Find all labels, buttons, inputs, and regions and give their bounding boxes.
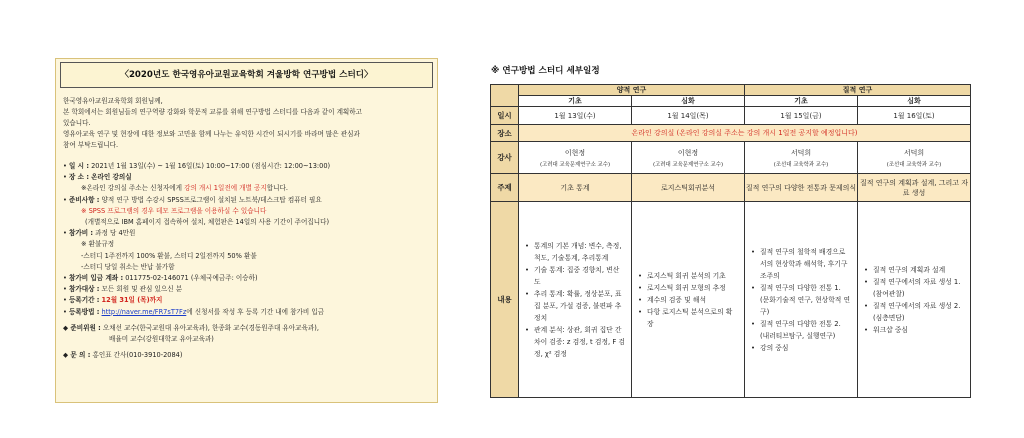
intro-line: 있습니다. [63,119,91,127]
lecturer-cell [858,142,971,174]
content-item: • 강의 중심 [751,342,851,354]
registration-link[interactable]: http://naver.me/FR7sT7Fz [101,307,187,316]
prep-value: 양적 연구 방법 수강시 SPSS프로그램이 설치된 노트북/데스크탑 컴퓨터 필요 [101,195,322,204]
topic-row [491,174,971,202]
fee-value: 과정 당 4만원 [95,229,136,238]
topic-cell: 로지스틱회귀분석 [632,174,745,202]
topic-cell: 질적 연구의 계획과 설계, 그리고 자료 생성 [858,174,971,202]
refund-line: -스터디 1주전까지 100% 환불, 스터디 2일전까지 50% 환불 [81,251,257,260]
place-note-tail: 합니다. [266,184,288,193]
content-item: • 워크샵 중심 [864,324,964,336]
lecturer-name: 서덕희 [903,148,925,157]
date-cell: 1월 14일(목) [632,107,745,125]
level-basic: 기초 [519,96,632,107]
content-list [519,240,631,360]
date-cell: 1월 16일(토) [858,107,971,125]
content-item: • 관계 분석: 상관, 회귀 집단 간 차이 검증: z 검정, t 검정, F 검정, χ² 검정 [525,324,625,360]
content-item: • 다항 로지스틱 분석으로의 확장 [638,306,738,330]
contact-row [63,350,433,361]
account-label: 참가비 입금 계좌 : [69,274,124,283]
venue-cell: 온라인 강의실 (온라인 강의실 주소는 강의 개시 1일전 공지할 예정입니다) [519,125,971,142]
content-item: • 질적 연구의 계획과 설계 [864,264,964,276]
regperiod-value: 12월 31일 (목)까지 [101,296,163,305]
lecturer-name: 이현정 [564,148,586,157]
account-value: 011775-02-146071 (우체국예금주: 이승하) [125,274,258,283]
refund-title: ※ 환불규정 [81,240,115,249]
level-advanced: 심화 [858,96,971,107]
date-cell: 1월 13일(수) [519,107,632,125]
content-item: • 질적 연구에서의 자료 생성 1. (참여관찰) [864,276,964,300]
target-label: 참가대상 : [69,285,100,294]
refund-line: -스터디 당일 취소는 반납 불가함 [81,262,175,271]
place-note-highlight: 강의 개시 1일전에 개별 공지 [184,184,267,193]
account-row: • 참가비 입금 계좌 : 011775-02-146071 (우체국예금주: 이승하) [63,274,258,283]
content-list [745,246,857,354]
lecturer-name: 이현정 [677,148,699,157]
content-item: • 추리 통계: 확률, 정상분포, 표집 분포, 가설 검증, 불편파 추정치 [525,288,625,324]
content-cell [858,202,971,398]
quant-header: 양적 연구 [519,85,745,96]
level-basic: 기초 [745,96,858,107]
venue-row-header: 장소 [491,125,519,142]
committee-row [63,323,433,334]
notice-title: 〈2020년도 한국영유아교원교육학회 겨울방학 연구방법 스터디〉 [60,62,433,88]
content-cell [632,202,745,398]
corner-cell [491,85,519,107]
level-header-row [491,96,971,107]
topic-cell: 기초 통계 [519,174,632,202]
committee-line: 오채선 교수(한국교원대 유아교육과), 한종화 교수(경동원주대 유아교육과), [102,323,319,332]
content-item: • 계수의 검증 및 해석 [638,294,738,306]
topic-cell: 질적 연구의 다양한 전통과 문제의식 [745,174,858,202]
prep-label: 준비사항 : [69,195,100,204]
prep-note2: (개별적으로 IBM 홈페이지 접속하여 설치, 체험판은 14일의 사용 기간이 주어집니다) [85,218,330,227]
period-label: 일 시 : [69,162,89,170]
lecturer-cell [519,142,632,174]
notice-intro [60,96,433,151]
topic-row-header: 주제 [491,174,519,202]
place-note [63,183,433,194]
schedule-table [490,84,971,398]
content-item: • 로지스틱 회귀 분석의 기초 [638,270,738,282]
category-header-row [491,85,971,96]
content-cell [745,202,858,398]
period-value: 2021년 1월 13일(수) ~ 1월 16일(토) 10:00~17:00 (점심시간: 12:00~13:00) [91,162,331,170]
date-row [491,107,971,125]
intro-line: 참여 부탁드립니다. [63,141,119,149]
place-note-text: ※온라인 강의실 주소는 신청자에게 [81,184,185,193]
date-row-header: 일시 [491,107,519,125]
notice-details [60,161,433,361]
notice-panel [55,58,438,403]
lecturer-cell [745,142,858,174]
intro-line: 본 학회에서는 회원님들의 연구역량 강화와 학문적 교류를 위해 연구방법 스터디를 다음과 같이 계획하고 [63,108,363,116]
lecturer-cell [632,142,745,174]
regmethod-value: 에 신청서를 작성 후 등록 기간 내에 참가비 입금 [186,307,325,316]
content-item: • 로지스틱 회귀 모형의 추정 [638,282,738,294]
content-row-header: 내용 [491,202,519,398]
content-item: • 질적 연구에서의 자료 생성 2. (심층면담) [864,300,964,324]
content-list [632,270,744,330]
contact-label: ◆ 문 의 : [63,351,91,360]
lecturer-affiliation: (조선대 교육학과 교수) [773,161,829,168]
schedule-title: ※ 연구방법 스터디 세부일정 [491,66,600,76]
date-cell: 1월 15일(금) [745,107,858,125]
regperiod-label: 등록기간 : [69,296,100,305]
lecturer-name: 서덕희 [790,148,812,157]
content-cell [519,202,632,398]
place-label: 장 소 : [69,173,89,182]
lecturer-affiliation: (조선대 교육학과 교수) [886,161,942,168]
regmethod-row: • 등록방법 : http://naver.me/FR7sT7Fz에 신청서를 작성 후 등록 기간 내에 참가비 입금 [63,307,325,316]
qual-header: 질적 연구 [745,85,971,96]
content-item: • 질적 연구의 철학적 배경으로서의 현상학과 해석학, 후기구조주의 [751,246,851,282]
committee-label: ◆ 준비위원 : [63,323,101,332]
committee-line: 배율미 교수(강원대학교 유아교육과) [109,335,214,344]
content-item: • 통계의 기본 개념: 변수, 측정, 척도, 기술통계, 추리통계 [525,240,625,264]
prep-row: • 준비사항 : 양적 연구 방법 수강시 SPSS프로그램이 설치된 노트북/데스크탑 컴퓨터 필요 [63,195,322,204]
target-row: • 참가대상 : 모든 회원 및 관심 있으신 분 [63,285,183,294]
contact-value: 홍인표 간사(010-3910-2084) [92,351,183,360]
content-item: • 기술 통계: 집중 경향치, 변산도 [525,264,625,288]
lecturer-row-header: 강사 [491,142,519,174]
regperiod-row: • 등록기간 : 12월 31일 (목)까지 [63,296,163,305]
prep-note-red: ※ SPSS 프로그램의 경우 데모 프로그램을 이용하실 수 있습니다 [81,206,267,215]
place-row: • 장 소 : 온라인 강의실 [63,173,132,182]
lecturer-affiliation: (고려대 교육문제연구소 교수) [652,161,724,168]
intro-line: 한국영유아교원교육학회 회원님께, [63,97,163,105]
regmethod-label: 등록방법 : [69,307,100,316]
content-list [858,264,970,336]
lecturer-affiliation: (고려대 교육문제연구소 교수) [539,161,611,168]
target-value: 모든 회원 및 관심 있으신 분 [101,285,183,294]
level-advanced: 심화 [632,96,745,107]
fee-label: 참가비 : [69,229,94,238]
intro-line: 영유아교육 연구 및 현장에 대한 정보와 고민을 함께 나누는 유익한 시간이 되시기를 바라며 많은 관심과 [63,130,360,138]
content-item: • 질적 연구의 다양한 전통 1. (문화기술적 연구, 현상학적 연구) [751,282,851,318]
place-value: 온라인 강의실 [91,173,132,182]
fee-row: • 참가비 : 과정 당 4만원 [63,229,136,238]
venue-row [491,125,971,142]
content-item: • 질적 연구의 다양한 전통 2. (내러티브탐구, 실행연구) [751,318,851,342]
lecturer-row [491,142,971,174]
content-row [491,202,971,398]
period-row: • 일 시 : 2021년 1월 13일(수) ~ 1월 16일(토) 10:00~17:00 (점심시간: 12:00~13:00) [63,162,331,170]
